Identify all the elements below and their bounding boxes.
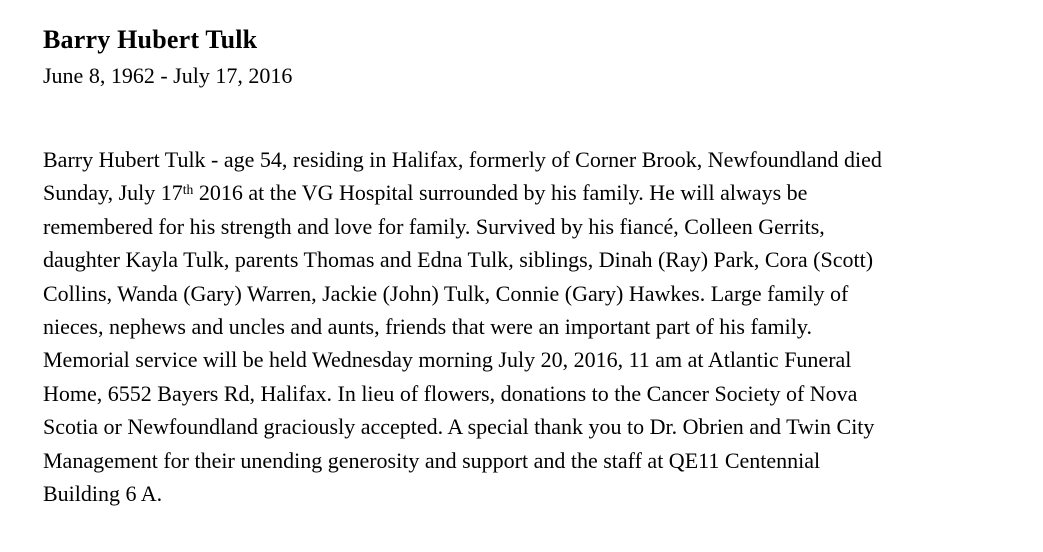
obituary-text: [43, 143, 1005, 510]
obituary-line-text: Collins, Wanda (Gary) Warren, Jackie (John) Tulk, Connie (Gary) Hawkes. Large family of: [43, 280, 849, 306]
obituary-line-text: Barry Hubert Tulk - age 54, residing in Halifax, formerly of Corner Brook, Newfoundland died: [43, 147, 882, 172]
deceased-name-heading: Barry Hubert Tulk: [43, 25, 258, 54]
obituary-line-text: Building 6 A.: [43, 481, 163, 507]
obituary-line: [43, 343, 1005, 376]
obituary-line: [43, 444, 1005, 477]
obituary-line: [43, 210, 1005, 243]
ordinal-superscript: th: [182, 182, 194, 198]
obituary-line: [43, 377, 1005, 410]
obituary-line-text: Management for their unending generosity and support and the staff at QE11 Centennial: [43, 447, 821, 473]
obituary-line-text: Home, 6552 Bayers Rd, Halifax. In lieu of flowers, donations to the Cancer Society of Nova: [43, 380, 858, 406]
obituary-line: [43, 176, 1005, 209]
obituary-line-text: 2016 at the VG Hospital surrounded by his family. He will always be: [193, 180, 808, 206]
obituary-line-text: remembered for his strength and love for family. Survived by his fiancé, Colleen Gerrits,: [43, 213, 825, 239]
obituary-line: [43, 243, 1005, 276]
obituary-line: [43, 310, 1005, 343]
obituary-line-text: Scotia or Newfoundland graciously accepted. A special thank you to Dr. Obrien and Twin City: [43, 414, 875, 440]
obituary-line-text: nieces, nephews and uncles and aunts, friends that were an important part of his family.: [43, 314, 812, 340]
life-dates: June 8, 1962 - July 17, 2016: [43, 63, 293, 88]
obituary-line: [43, 477, 1005, 510]
obituary-line-text: Memorial service will be held Wednesday morning July 20, 2016, 11 am at Atlantic Funeral: [43, 347, 852, 373]
obituary-line: [43, 410, 1005, 443]
obituary-line: [43, 277, 1005, 310]
obituary-line-text: Sunday, July 17: [43, 180, 183, 206]
obituary-line-text: daughter Kayla Tulk, parents Thomas and Edna Tulk, siblings, Dinah (Ray) Park, Cora (Scott): [43, 247, 874, 273]
obituary-line: [43, 143, 1005, 176]
